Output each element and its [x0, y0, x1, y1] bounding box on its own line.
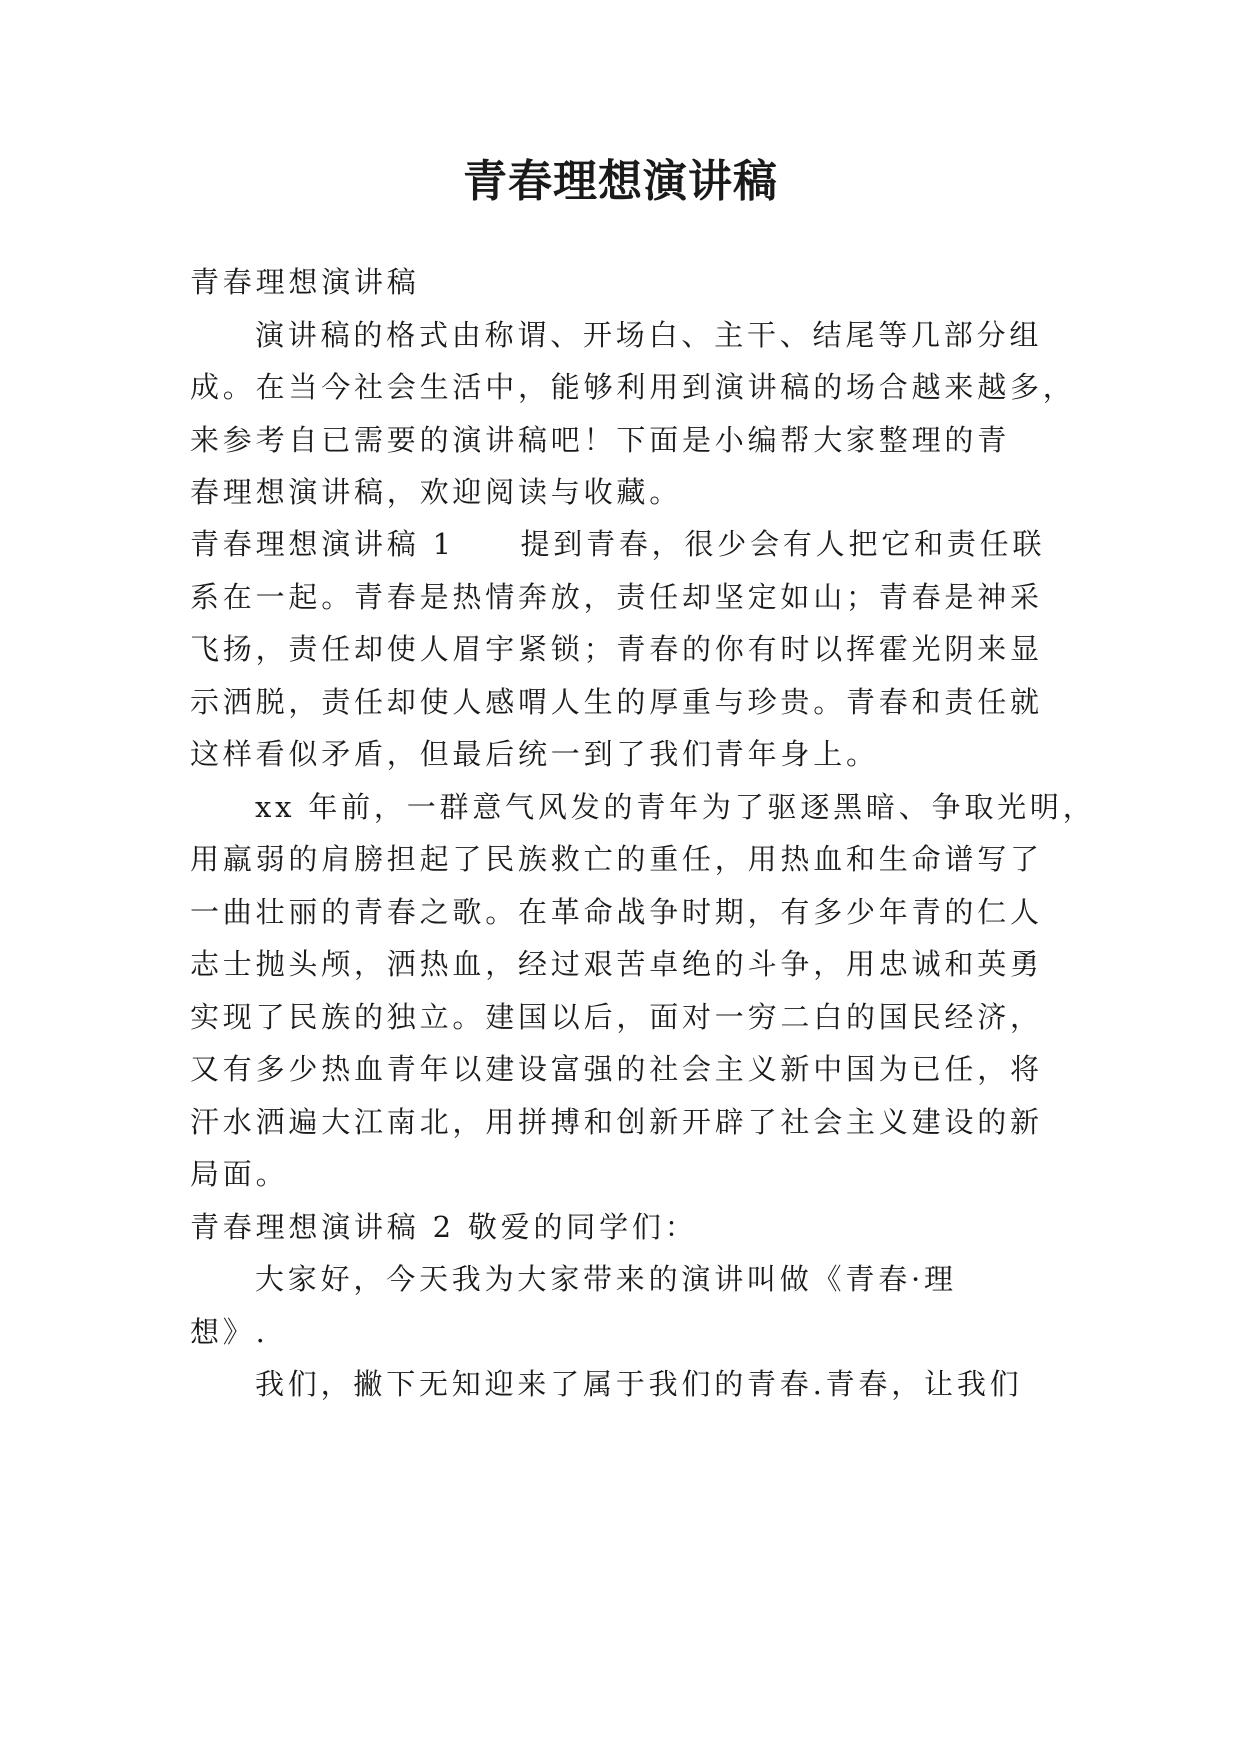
text-line: 大家好，今天我为大家带来的演讲叫做《青春·理 — [255, 1262, 957, 1296]
text-line: 实现了民族的独立。建国以后，面对一穷二白的国民经济， — [190, 1000, 1043, 1034]
text-line: 用羸弱的肩膀担起了民族救亡的重任，用热血和生命谱写了 — [190, 842, 1043, 876]
text-line: 汗水洒遍大江南北，用拼搏和创新开辟了社会主义建设的新 — [190, 1105, 1043, 1139]
text-line: 我们，撇下无知迎来了属于我们的青春.青春，让我们 — [255, 1367, 1023, 1401]
text-line: xx 年前，一群意气风发的青年为了驱逐黑暗、争取光明， — [255, 790, 1096, 824]
text-line: 成。在当今社会生活中，能够利用到演讲稿的场合越来越多， — [190, 370, 1076, 404]
text-line: 示洒脱，责任却使人感喟人生的厚重与珍贵。青春和责任就 — [190, 685, 1043, 719]
text-line: 青春理想演讲稿 — [190, 265, 420, 299]
text-line: 青春理想演讲稿 1 提到青春，很少会有人把它和责任联 — [190, 527, 1046, 561]
text-line: 演讲稿的格式由称谓、开场白、主干、结尾等几部分组 — [255, 318, 1043, 352]
text-line: 局面。 — [190, 1157, 289, 1191]
text-line: 飞扬，责任却使人眉宇紧锁；青春的你有时以挥霍光阴来显 — [190, 632, 1043, 666]
text-line: 来参考自已需要的演讲稿吧！下面是小编帮大家整理的青 — [190, 423, 1011, 457]
text-line: 系在一起。青春是热情奔放，责任却坚定如山；青春是神采 — [190, 580, 1043, 614]
document-title: 青春理想演讲稿 — [463, 156, 778, 207]
text-line: 一曲壮丽的青春之歌。在革命战争时期，有多少年青的仁人 — [190, 895, 1043, 929]
text-line: 志士抛头颅，洒热血，经过艰苦卓绝的斗争，用忠诚和英勇 — [190, 947, 1043, 981]
text-line: 想》. — [190, 1315, 269, 1349]
text-line: 又有多少热血青年以建设富强的社会主义新中国为已任，将 — [190, 1052, 1043, 1086]
text-line: 这样看似矛盾，但最后统一到了我们青年身上。 — [190, 737, 879, 771]
text-line: 青春理想演讲稿 2 敬爱的同学们： — [190, 1210, 698, 1244]
text-line: 春理想演讲稿，欢迎阅读与收藏。 — [190, 475, 683, 509]
